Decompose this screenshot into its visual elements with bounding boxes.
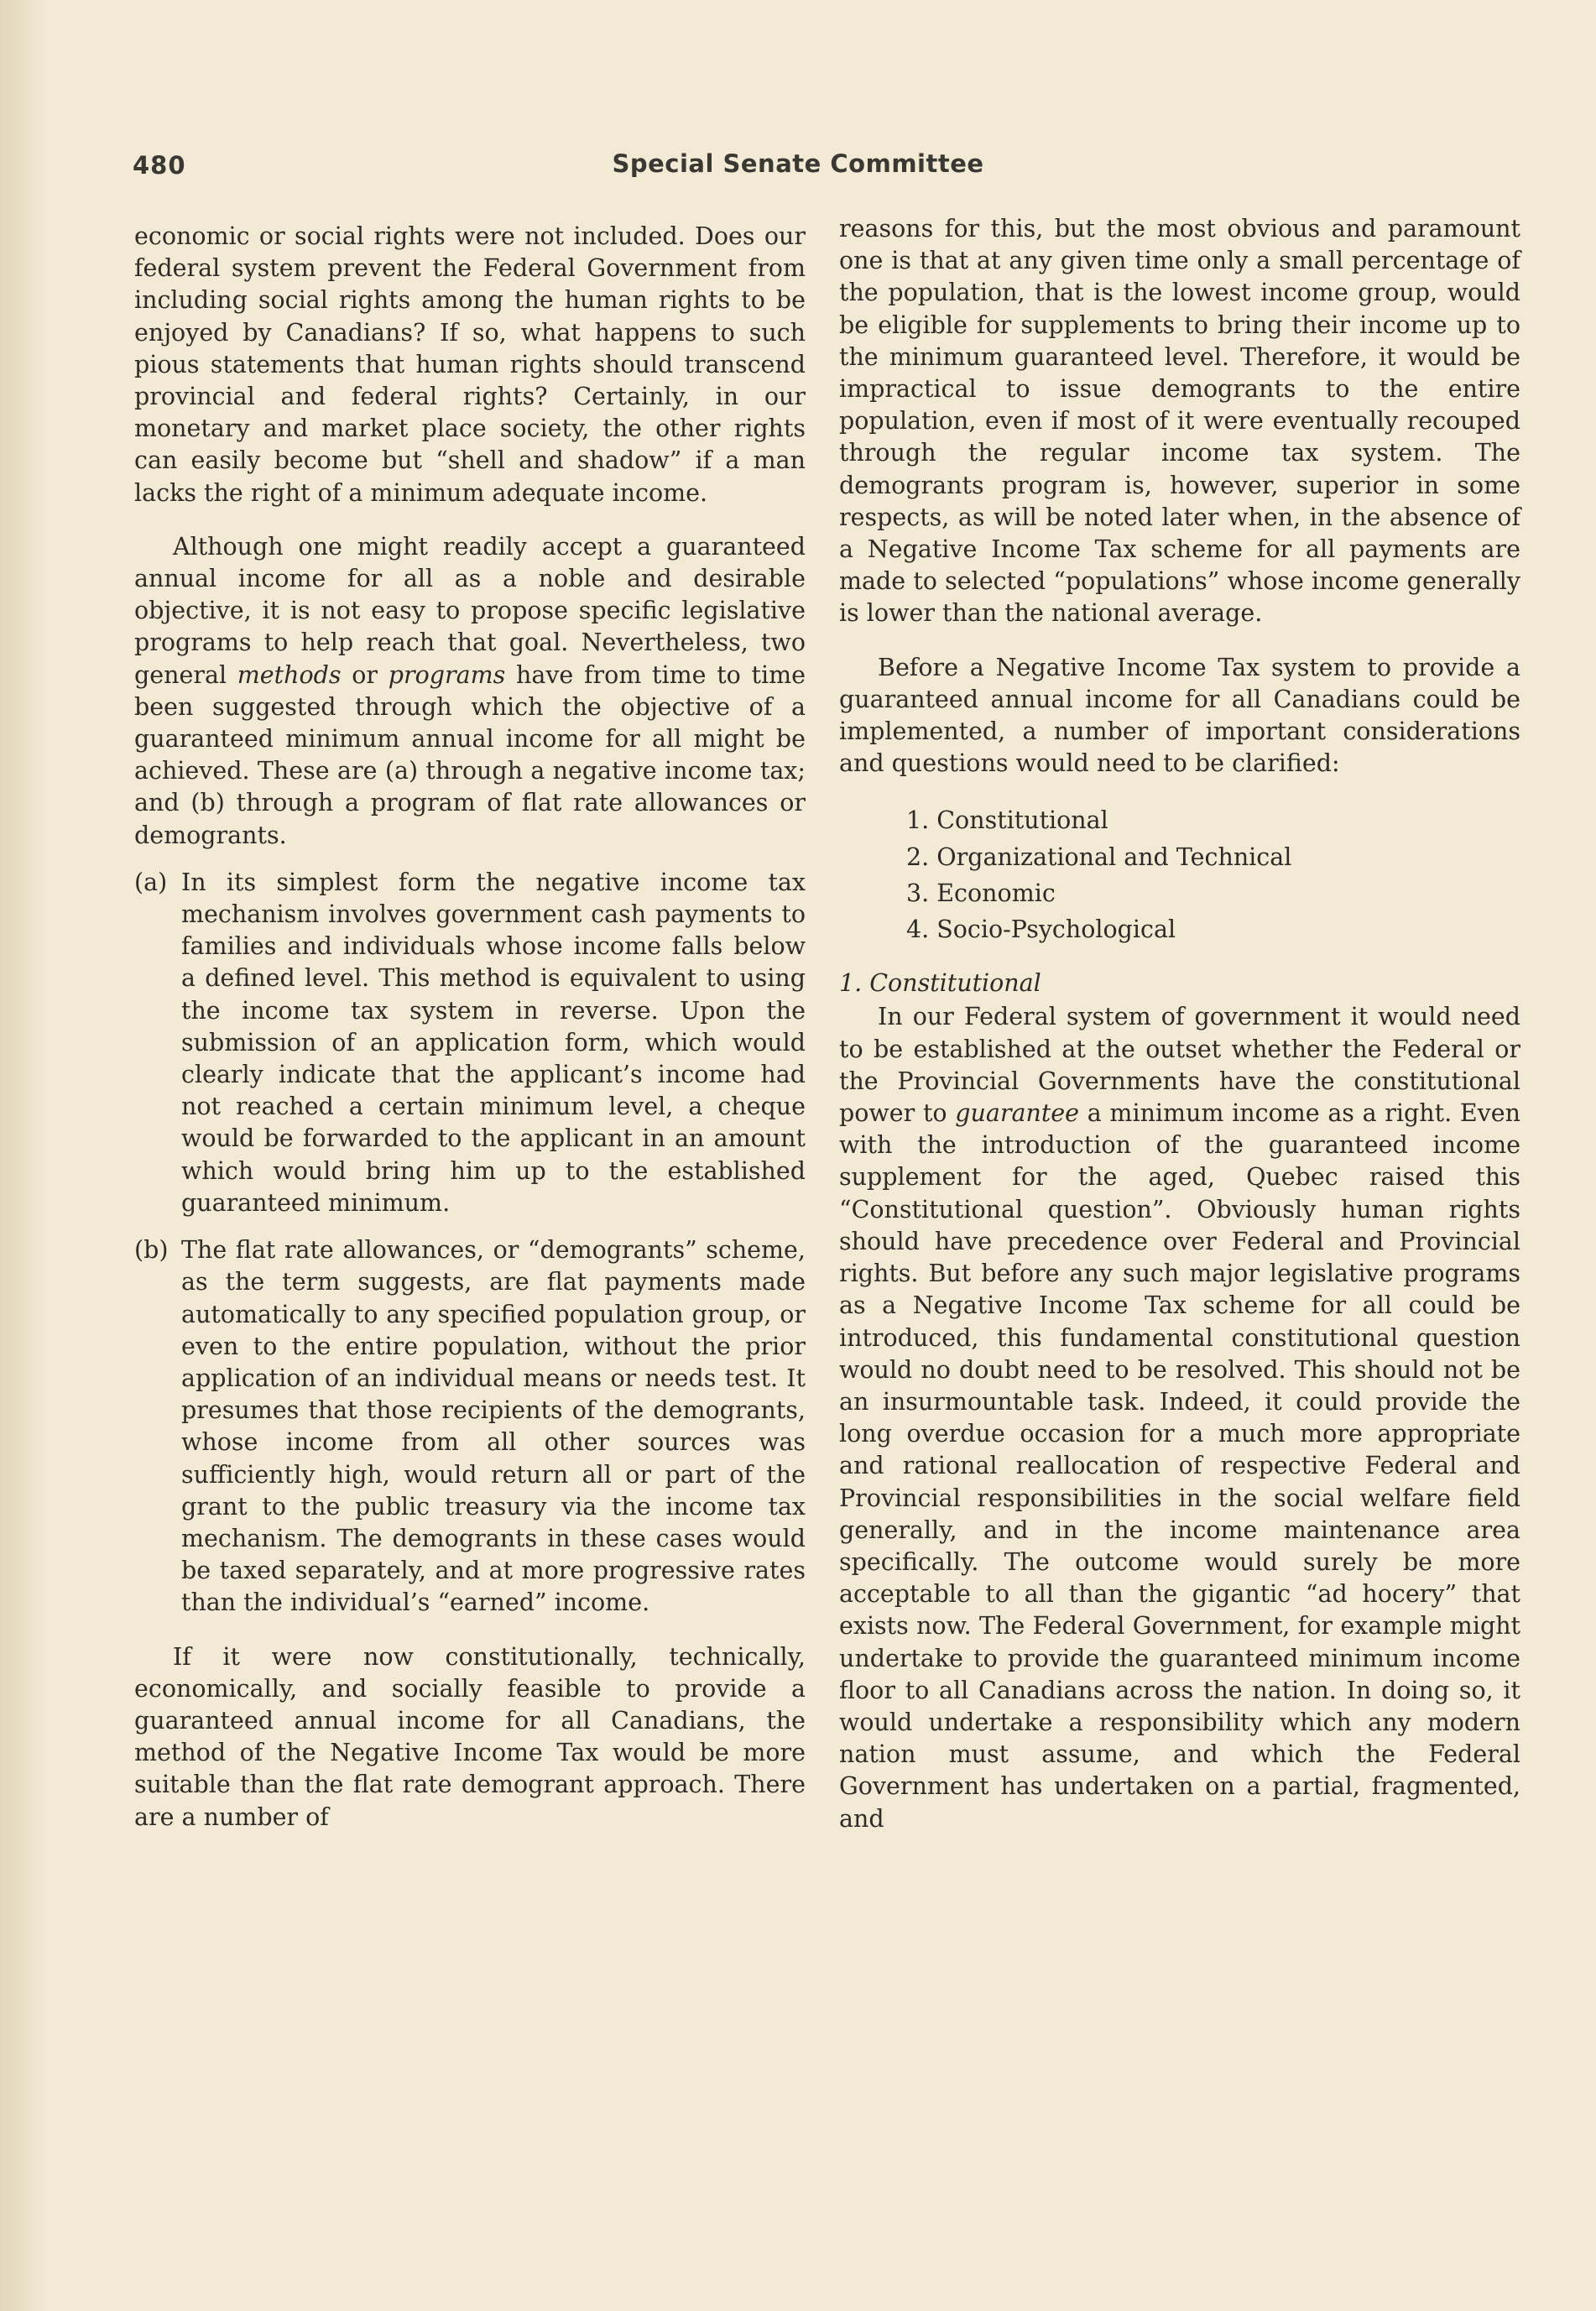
list-item: 2. Organizational and Technical [906, 842, 1292, 871]
emphasis-methods: methods [237, 660, 342, 689]
emphasis-guarantee: guarantee [955, 1099, 1080, 1128]
list-item-a: (a) In its simplest form the negative income tax mechanism involves government cash payments to families and individuals whose income falls below a defined level. This method is equivalent to using the income tax system in reverse. Upon the submission of an application form, which would clearly indicate that the applicant’s income had not reached a certain minimum level, a cheque would be forwarded to the applicant in an amount which would bring him up to the established guaranteed minimum. [134, 868, 806, 1217]
paragraph: reasons for this, but the most obvious and paramount one is that at any given time only a small percentage of the population, that is the lowest income group, would be eligible for supplements to bring their income up to the minimum guaranteed level. Therefore, it would be impractical to issue demogrants to the entire population, even if most of it were eventually recouped through the regular income tax system. The demogrants program is, however, superior in some respects, as will be noted later when, in the absence of a Negative Income Tax scheme for all payments are made to selected “populations” whose income generally is lower than the national average. [839, 215, 1520, 628]
paragraph-methods: Although one might readily accept a guaranteed annual income for all as a noble and desirable objective, it is not easy to propose specific legislative programs to help reach that goal. Nevertheless, two general methods or programs have from time to time been suggested through which the objective of a guaranteed minimum annual income for all might be achieved. These are (a) through a negative income tax; and (b) through a program of flat rate allowances or demogrants. [134, 532, 806, 849]
paragraph: economic or social rights were not included. Does our federal system prevent the Federal Government from including social rights among the human rights to be enjoyed by Canadians? If so, what happens to such pious statements that human rights should transcend provincial and federal rights? Certainly, in our monetary and market place society, the other rights can easily become but “shell and shadow” if a man lacks the right of a minimum adequate income. [134, 222, 806, 507]
page-number: 480 [133, 151, 186, 180]
list-item-b: (b) The flat rate allowances, or “demogrants” scheme, as the term suggests, are flat payments made automatically to any specified population group, or even to the entire population, without the prior application of an individual means or needs test. It presumes that those recipients of the demogrants, whose income from all other sources was sufficiently high, would return all or part of the grant to the public treasury via the income tax mechanism. The demogrants in these cases would be taxed separately, and at more progressive rates than the individual’s “earned” income. [134, 1236, 806, 1617]
list-item: 1. Constitutional [906, 806, 1108, 835]
item-label: (a) [134, 868, 168, 896]
page-edge-shadow [0, 0, 49, 2311]
left-column [134, 221, 806, 1834]
paragraph: If it were now constitutionally, technically, economically, and socially feasible to provide a guaranteed annual income for all Canadians, the method of the Negative Income Tax would be more suitable than the flat rate demogrant approach. There are a number of [134, 1642, 806, 1831]
emphasis-programs: programs [388, 660, 506, 689]
paragraph: Before a Negative Income Tax system to provide a guaranteed annual income for all Canadians could be implemented, a number of important considerations and questions would need to be clarified: [839, 653, 1520, 778]
paragraph-constitutional: In our Federal system of government it would need to be established at the outset whether the Federal or the Provincial Governments have the constitutional power to guarantee a minimum income as a right. Even with the introduction of the guaranteed income supplement for the aged, Quebec raised this “Constitutional question”. Obviously human rights should have precedence over Federal and Provincial rights. But before any such major legislative programs as a Negative Income Tax scheme for all could be introduced, this fundamental constitutional question would no doubt need to be resolved. This should not be an insurmountable task. Indeed, it could provide the long overdue occasion for a much more appropriate and rational reallocation of respective Federal and Provincial responsibilities in the social welfare field generally, and in the income maintenance area specifically. The outcome would surely be more acceptable to all than the gigantic “ad hocery” that exists now. The Federal Government, for example might undertake to provide the guaranteed minimum income floor to all Canadians across the nation. In doing so, it would undertake a responsibility which any modern nation must assume, and which the Federal Government has undertaken on a partial, fragmented, and [839, 1003, 1520, 1833]
right-column [839, 213, 1520, 1835]
running-title: Special Senate Committee [612, 149, 984, 178]
item-label: (b) [134, 1236, 169, 1265]
considerations-list [839, 805, 1520, 946]
list-item: 4. Socio-Psychological [906, 916, 1176, 944]
list-item: 3. Economic [906, 879, 1056, 907]
section-heading: 1. Constitutional [839, 969, 1041, 998]
